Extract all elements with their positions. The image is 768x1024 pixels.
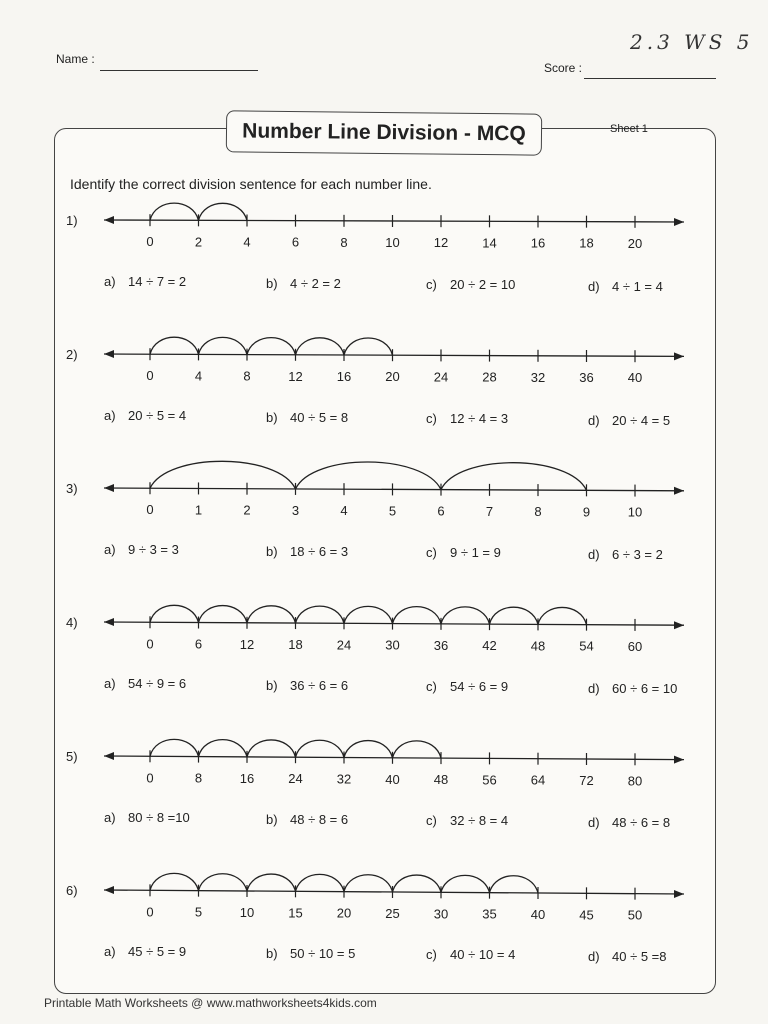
- tick-label: 2: [194, 234, 203, 250]
- option-text: 9 ÷ 3 = 3: [128, 542, 179, 557]
- tick-label: 0: [146, 904, 154, 920]
- tick-label: 80: [627, 773, 643, 789]
- option-letter: b): [266, 945, 278, 961]
- tick-label: 56: [482, 772, 497, 788]
- tick-label: 40: [530, 906, 546, 922]
- tick-label: 3: [291, 502, 300, 518]
- tick-label: 32: [530, 369, 546, 385]
- question-number: 1): [66, 213, 78, 228]
- tick-label: 10: [385, 234, 400, 250]
- hop-arc: [344, 875, 393, 892]
- option-text: 60 ÷ 6 = 10: [612, 680, 678, 696]
- option-letter: a): [104, 274, 116, 289]
- tick-label: 8: [194, 770, 203, 786]
- tick-label: 12: [239, 636, 255, 652]
- option-letter: d): [588, 412, 600, 428]
- hop-arc: [296, 874, 345, 891]
- question-number: 6): [66, 883, 78, 898]
- option-letter: a): [104, 810, 116, 825]
- option-letter: d): [588, 680, 600, 696]
- option-text: 4 ÷ 2 = 2: [290, 275, 341, 291]
- tick-label: 40: [627, 370, 643, 386]
- option-text: 45 ÷ 5 = 9: [128, 944, 187, 959]
- option-text: 54 ÷ 6 = 9: [450, 679, 509, 694]
- option-text: 20 ÷ 5 = 4: [128, 408, 187, 423]
- tick-label: 0: [146, 368, 154, 384]
- option-letter: c): [426, 411, 437, 426]
- tick-label: 1: [194, 502, 203, 518]
- tick-label: 40: [385, 771, 400, 787]
- tick-label: 18: [579, 235, 594, 251]
- option-text: 18 ÷ 6 = 3: [290, 543, 349, 559]
- tick-label: 54: [579, 638, 594, 654]
- option-text: 40 ÷ 5 = 8: [290, 409, 349, 425]
- tick-label: 5: [388, 503, 397, 519]
- tick-label: 72: [579, 772, 594, 788]
- tick-label: 6: [194, 636, 203, 652]
- option-letter: c): [426, 545, 437, 560]
- hop-arc: [441, 875, 490, 892]
- option-letter: b): [266, 275, 278, 291]
- answer-option[interactable]: [104, 944, 186, 959]
- option-text: 48 ÷ 6 = 8: [612, 814, 671, 830]
- tick-label: 16: [239, 770, 255, 786]
- question-number: 5): [66, 749, 78, 764]
- tick-label: 0: [146, 636, 154, 652]
- instruction-text: Identify the correct division sentence for each number line.: [70, 176, 432, 192]
- tick-label: 4: [194, 368, 203, 384]
- tick-label: 5: [194, 904, 203, 920]
- option-text: 80 ÷ 8 =10: [128, 810, 190, 825]
- tick-label: 12: [433, 235, 449, 251]
- tick-label: 50: [627, 907, 643, 923]
- number-line-axis: [104, 890, 684, 894]
- option-letter: b): [266, 543, 278, 559]
- option-text: 40 ÷ 5 =8: [612, 948, 667, 964]
- tick-label: 2: [243, 502, 251, 518]
- tick-label: 0: [146, 234, 154, 250]
- tick-label: 8: [534, 504, 542, 520]
- tick-label: 6: [291, 234, 300, 250]
- option-text: 20 ÷ 2 = 10: [450, 277, 516, 292]
- option-text: 36 ÷ 6 = 6: [290, 677, 349, 693]
- option-letter: d): [588, 814, 600, 830]
- option-letter: c): [426, 947, 437, 962]
- option-letter: a): [104, 944, 116, 959]
- arrow-left-icon: [104, 886, 114, 894]
- option-letter: a): [104, 542, 116, 557]
- tick-label: 12: [288, 368, 303, 384]
- tick-label: 4: [340, 503, 348, 519]
- hop-arc: [247, 874, 296, 891]
- option-text: 4 ÷ 1 = 4: [612, 278, 663, 294]
- tick-label: 20: [627, 235, 643, 251]
- option-text: 20 ÷ 4 = 5: [612, 412, 671, 428]
- hop-arc: [150, 873, 199, 890]
- option-text: 9 ÷ 1 = 9: [450, 545, 501, 560]
- tick-label: 20: [336, 905, 352, 921]
- score-label: Score :: [544, 61, 583, 75]
- hop-arc: [490, 876, 539, 893]
- option-letter: c): [426, 679, 437, 694]
- option-text: 50 ÷ 10 = 5: [290, 945, 356, 961]
- answer-option[interactable]: [426, 947, 515, 962]
- option-text: 32 ÷ 8 = 4: [450, 813, 509, 828]
- tick-label: 8: [340, 234, 348, 250]
- footer-text: Printable Math Worksheets @ www.mathworksheets4kids.com: [44, 996, 377, 1010]
- tick-label: 0: [146, 770, 154, 786]
- tick-label: 24: [288, 771, 303, 787]
- tick-label: 35: [482, 906, 497, 922]
- option-letter: c): [426, 277, 437, 292]
- hop-arc: [199, 874, 248, 891]
- option-text: 12 ÷ 4 = 3: [450, 411, 509, 426]
- tick-label: 48: [433, 772, 449, 788]
- sheet-label: Sheet 1: [610, 123, 648, 135]
- option-letter: d): [588, 546, 600, 562]
- question-number: 2): [66, 347, 78, 362]
- handwritten-note: 2.3 WS 5: [630, 30, 754, 54]
- tick-label: 16: [530, 235, 546, 251]
- tick-label: 8: [243, 368, 251, 384]
- tick-label: 0: [146, 502, 154, 518]
- question-number: 3): [66, 481, 78, 496]
- option-letter: b): [266, 677, 278, 693]
- tick-label: 16: [336, 368, 352, 384]
- tick-label: 30: [385, 637, 400, 653]
- option-text: 14 ÷ 7 = 2: [128, 274, 187, 289]
- tick-label: 25: [385, 905, 400, 921]
- option-text: 48 ÷ 8 = 6: [290, 811, 349, 827]
- tick-label: 64: [530, 772, 546, 788]
- option-letter: a): [104, 676, 116, 691]
- tick-label: 15: [288, 905, 303, 921]
- tick-label: 10: [627, 504, 643, 520]
- tick-label: 48: [530, 638, 546, 654]
- tick-label: 45: [579, 907, 594, 923]
- option-text: 6 ÷ 3 = 2: [612, 546, 663, 562]
- tick-label: 30: [433, 906, 449, 922]
- tick-label: 20: [385, 369, 400, 385]
- option-text: 54 ÷ 9 = 6: [128, 676, 187, 691]
- tick-label: 60: [627, 638, 643, 654]
- tick-label: 4: [243, 234, 251, 250]
- tick-label: 24: [336, 637, 352, 653]
- option-letter: d): [588, 948, 600, 964]
- tick-label: 6: [437, 503, 445, 519]
- hop-arc: [393, 875, 442, 892]
- tick-label: 36: [433, 637, 449, 653]
- option-letter: a): [104, 408, 116, 423]
- tick-label: 24: [433, 369, 449, 385]
- tick-label: 42: [482, 638, 497, 654]
- option-letter: b): [266, 409, 278, 425]
- option-text: 40 ÷ 10 = 4: [450, 947, 516, 962]
- worksheet-title: Number Line Division - MCQ: [226, 110, 542, 155]
- answer-option[interactable]: [266, 946, 355, 961]
- tick-label: 36: [579, 369, 594, 385]
- name-label: Name :: [56, 52, 95, 66]
- option-letter: b): [266, 811, 278, 827]
- tick-label: 18: [288, 637, 303, 653]
- tick-label: 14: [482, 235, 497, 251]
- option-letter: c): [426, 813, 437, 828]
- tick-label: 7: [485, 503, 494, 519]
- tick-label: 10: [239, 904, 255, 920]
- option-letter: d): [588, 278, 600, 294]
- question-number: 4): [66, 615, 78, 630]
- arrow-right-icon: [674, 890, 684, 898]
- tick-label: 9: [582, 504, 591, 520]
- tick-label: 28: [482, 369, 497, 385]
- answer-option[interactable]: [588, 949, 666, 964]
- tick-label: 32: [336, 771, 352, 787]
